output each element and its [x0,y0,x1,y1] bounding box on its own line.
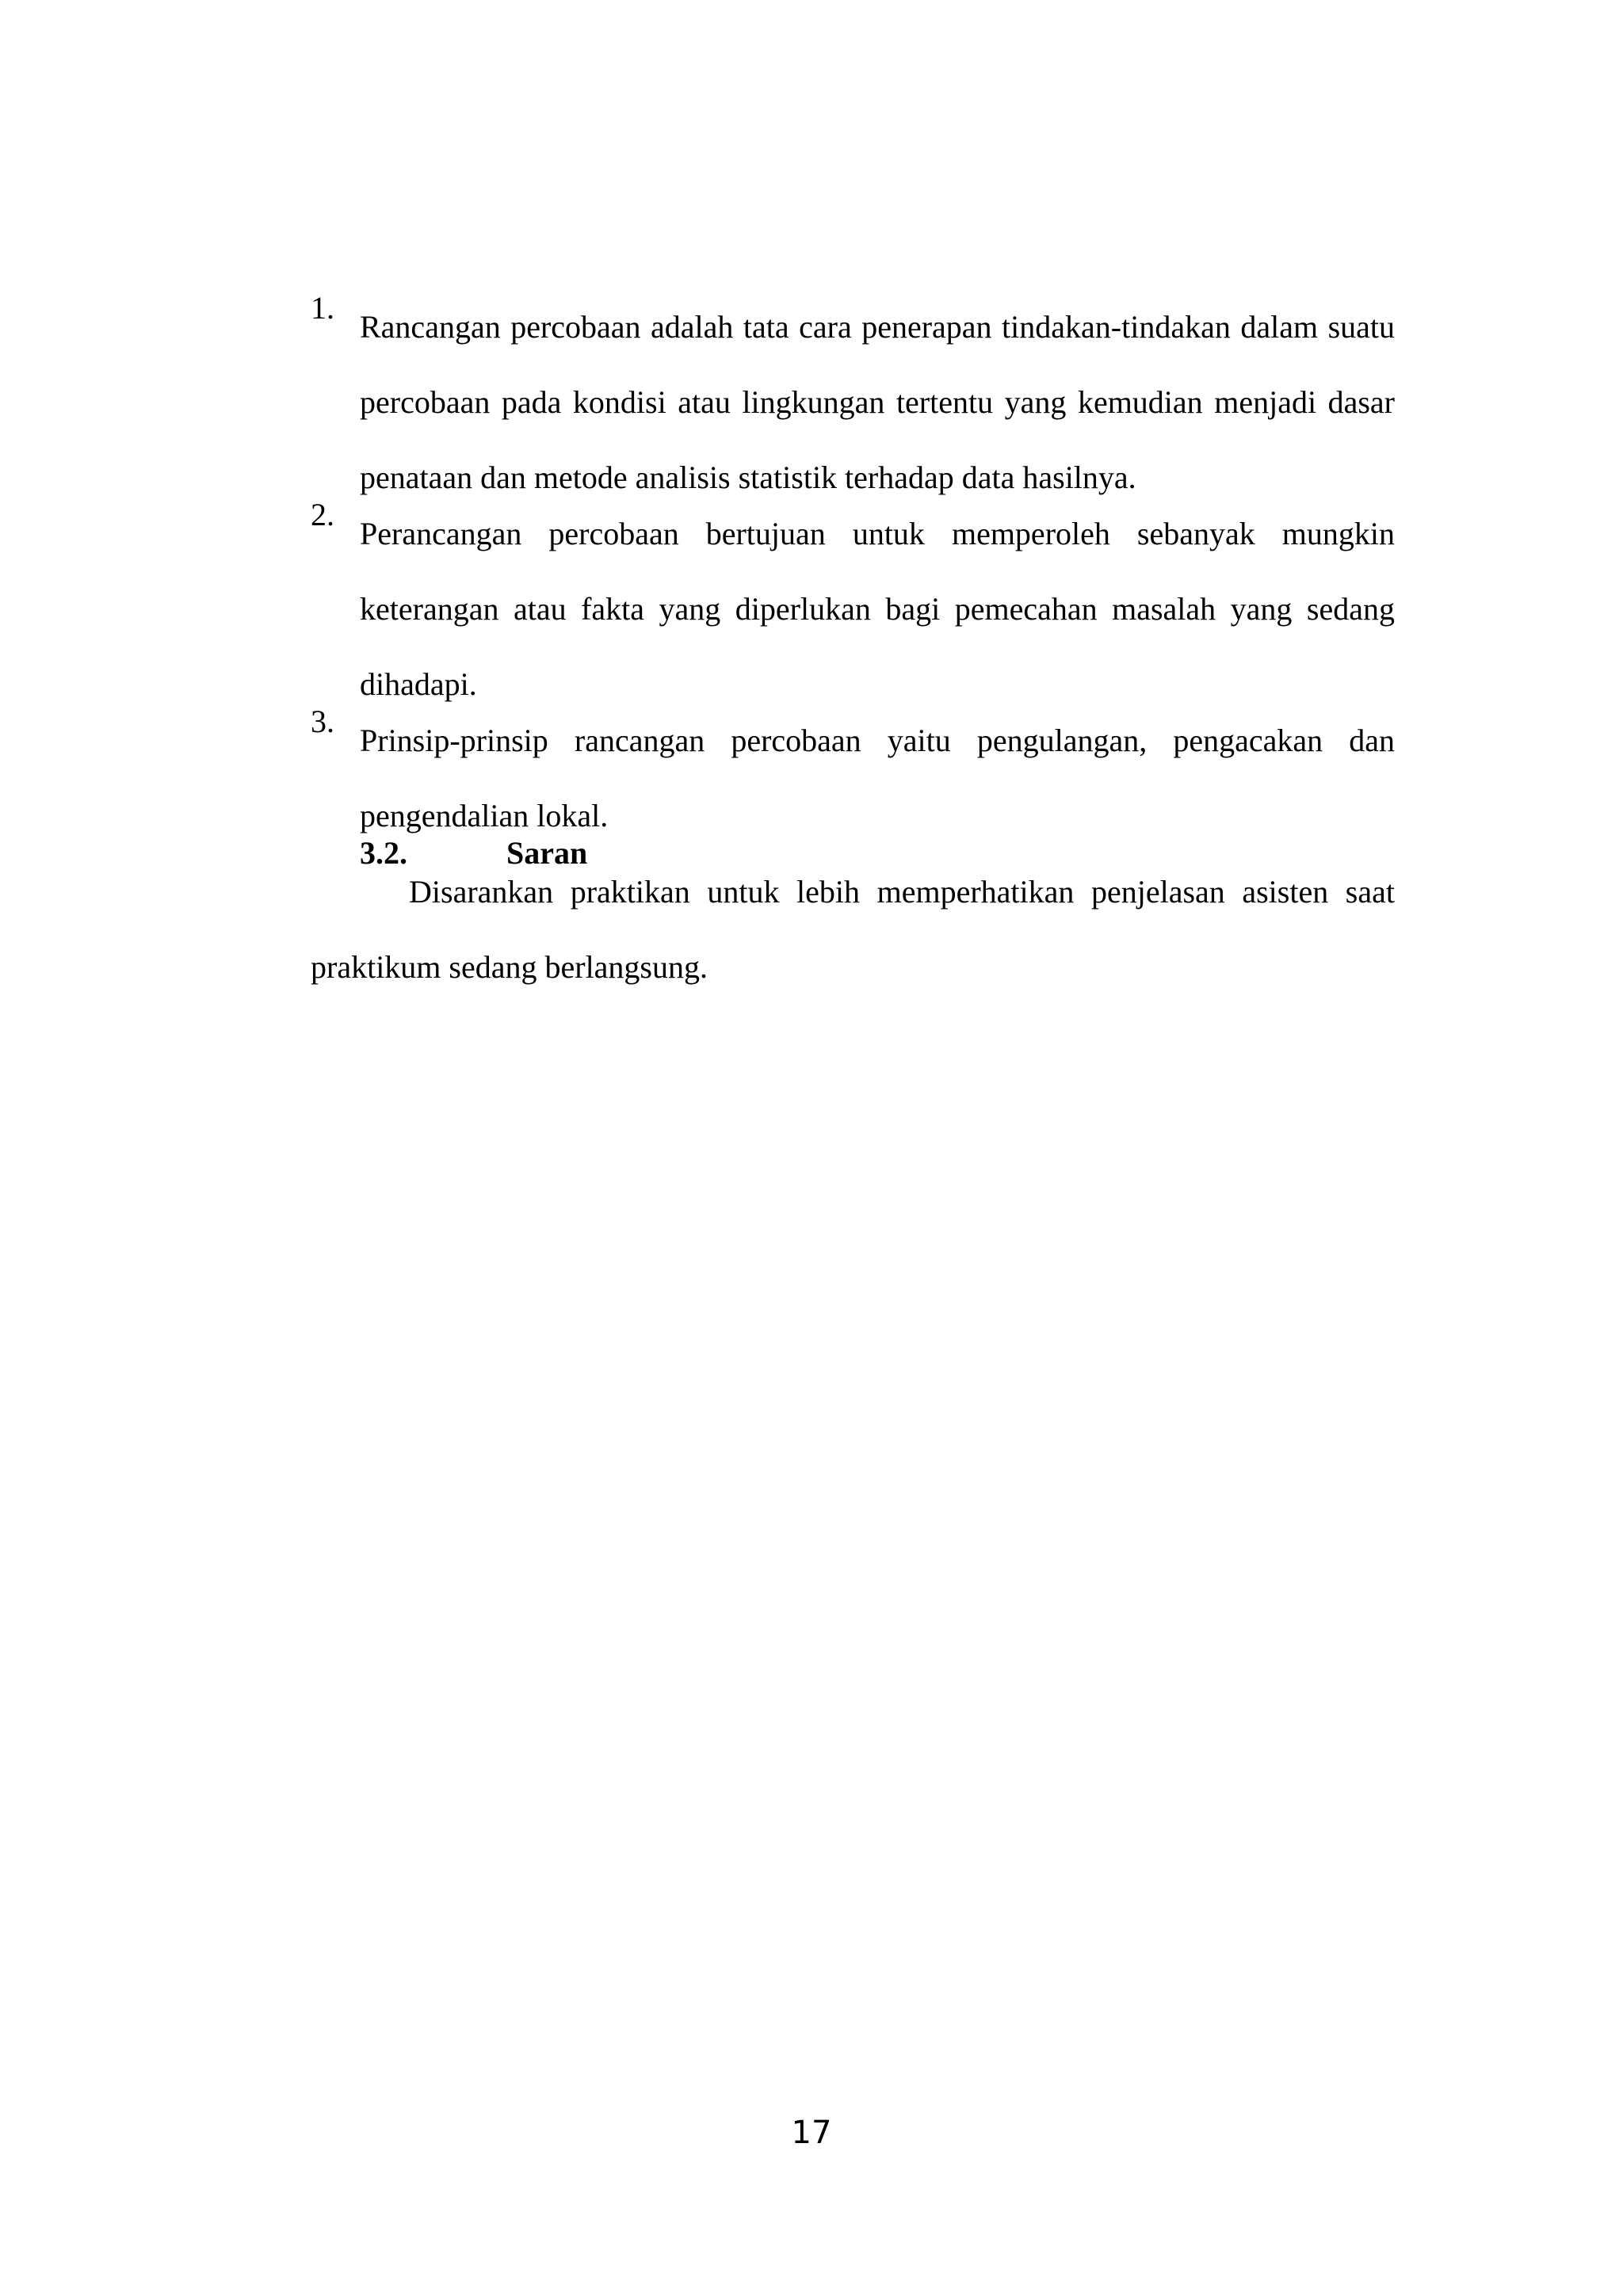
section-title: Saran [506,835,588,871]
conclusion-list [311,289,1395,853]
suggestion-paragraph: Disarankan praktikan untuk lebih memperhatikan penjelasan asisten saat praktikum sedang berlangsung. [311,874,1395,985]
list-item-number: 3. [311,704,334,739]
list-item-text-wrap [360,496,1395,722]
list-item [311,703,1395,853]
list-item-text: Rancangan percobaan adalah tata cara penerapan tindakan-tindakan dalam suatu percobaan pada kondisi atau lingkungan tertentu yang kemudian menjadi dasar penataan dan metode analisis statistik terhadap data hasilnya. [360,309,1395,495]
list-item-text: Perancangan percobaan bertujuan untuk memperoleh sebanyak mungkin keterangan atau fakta yang diperlukan bagi pemecahan masalah yang sedang dihadapi. [360,516,1395,702]
list-item-number: 2. [311,497,334,532]
page-number: 17 [791,2115,832,2151]
list-item [311,496,1395,722]
page-content [311,290,1395,1005]
list-item-number: 1. [311,290,334,326]
list-item-text-wrap [360,703,1395,853]
section-number: 3.2. [360,835,407,871]
list-item [311,289,1395,515]
list-item-text-wrap [360,289,1395,515]
list-item-text: Prinsip-prinsip rancangan percobaan yaitu pengulangan, pengacakan dan pengendalian lokal. [360,723,1395,833]
